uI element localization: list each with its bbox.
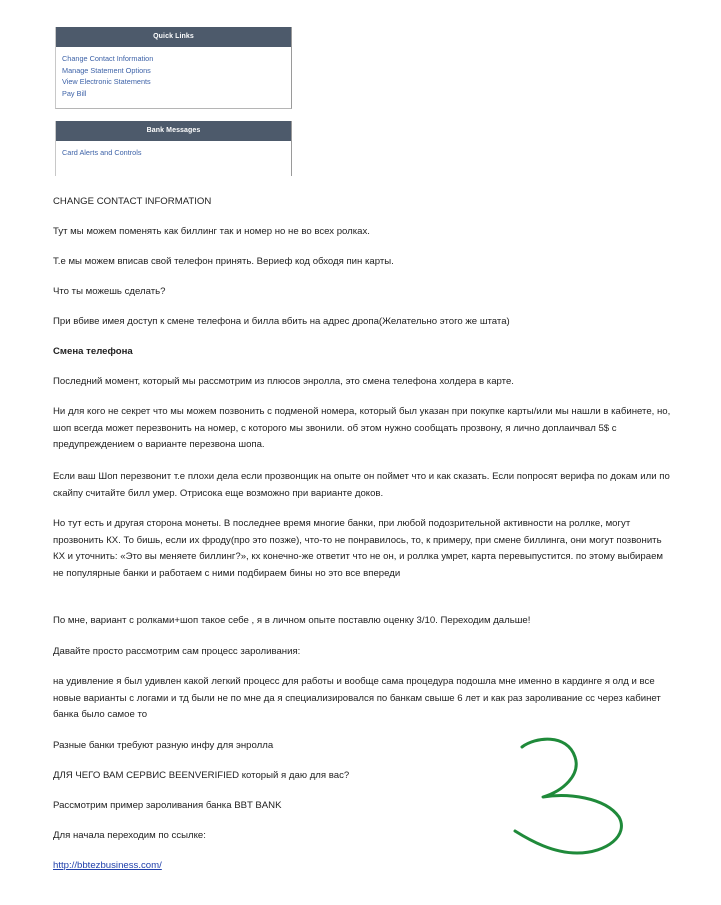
paragraph: Но тут есть и другая сторона монеты. В последнее время многие банки, при любой подозрительной активности на роллке, могут прозвонить КХ. То бишь, если их фроду(про это позже), что-то не понравилось, то, к примеру, при смене биллинга, они могут позвонить КХ и уточнить: «Это вы меняете биллинг?», кх конечно-же ответит что не он, и роллка умрет, карта перевыпустится. по этому выбираем не популярные банки и работаем с ними подбираем бины но это все впереди	[53, 518, 664, 579]
quick-links-list	[56, 47, 291, 103]
bank-messages-title: Bank Messages	[56, 121, 291, 141]
paragraph: ДЛЯ ЧЕГО ВАМ СЕРВИС BEENVERIFIED который я даю для вас?	[53, 770, 350, 781]
quick-link-change-contact[interactable]: Change Contact Information	[62, 54, 154, 63]
handwritten-three-mark	[505, 735, 630, 860]
subheading: Смена телефона	[53, 346, 133, 357]
section-heading: CHANGE CONTACT INFORMATION	[53, 196, 212, 207]
paragraph: Т.е мы можем вписав свой телефон принять. Вериеф код обходя пин карты.	[53, 256, 394, 267]
quick-link-view-statements[interactable]: View Electronic Statements	[62, 77, 151, 86]
paragraph: Ни для кого не секрет что мы можем позвонить с подменой номера, который был указан при покупке карты/или мы нашли в кабинете, но, шоп всегда может перезвонить на номер, с которого мы звонили. об этом нужно сообщать прозвону, я лично доплаичвал 5$ с предупреждением о варианте перезвона шопа.	[53, 406, 671, 450]
paragraph: Давайте просто рассмотрим сам процесс зароливания:	[53, 646, 301, 657]
paragraph: Для начала переходим по ссылке:	[53, 830, 206, 841]
bank-messages-panel	[55, 121, 292, 176]
bank-messages-list	[56, 141, 291, 163]
bank-message-card-alerts[interactable]: Card Alerts and Controls	[62, 148, 142, 157]
paragraph: Тут мы можем поменять как биллинг так и номер но не во всех ролках.	[53, 226, 370, 237]
paragraph: По мне, вариант с ролками+шоп такое себе , я в личном опыте поставлю оценку 3/10. Переходим дальше!	[53, 615, 531, 626]
paragraph: на удивление я был удивлен какой легкий процесс для работы и вообще сама процедура подошла мне именно в кардинге я олд и все новые варианты с логами и тд были не по мне да я специализировался по банкам свыше 6 лет и как раз зароливание сс через кабинет банка было самое то	[53, 676, 661, 720]
paragraph: Разные банки требуют разную инфу для энролла	[53, 740, 274, 751]
quick-links-title: Quick Links	[56, 27, 291, 47]
paragraph: Рассмотрим пример зароливания банка BBT BANK	[53, 800, 282, 811]
paragraph	[53, 858, 673, 875]
quick-link-pay-bill[interactable]: Pay Bill	[62, 88, 87, 98]
quick-links-panel	[55, 27, 292, 109]
paragraph: Что ты можешь сделать?	[53, 286, 166, 297]
paragraph: Если ваш Шоп перезвонит т.е плохи дела если прозвонщик на опыте он поймет что и как сказать. Если попросят верифа по докам или по скайпу считайте билл умер. Отрисока еще возможно при варианте доков.	[53, 471, 670, 499]
bbt-business-link[interactable]: http://bbtezbusiness.com/	[53, 860, 162, 871]
ink-stroke	[515, 739, 621, 853]
quick-link-manage-statement[interactable]: Manage Statement Options	[62, 65, 151, 75]
paragraph: Последний момент, который мы рассмотрим из плюсов энролла, это смена телефона холдера в карте.	[53, 376, 514, 387]
paragraph: При вбиве имея доступ к смене телефона и билла вбить на адрес дропа(Желательно этого же штата)	[53, 316, 510, 327]
